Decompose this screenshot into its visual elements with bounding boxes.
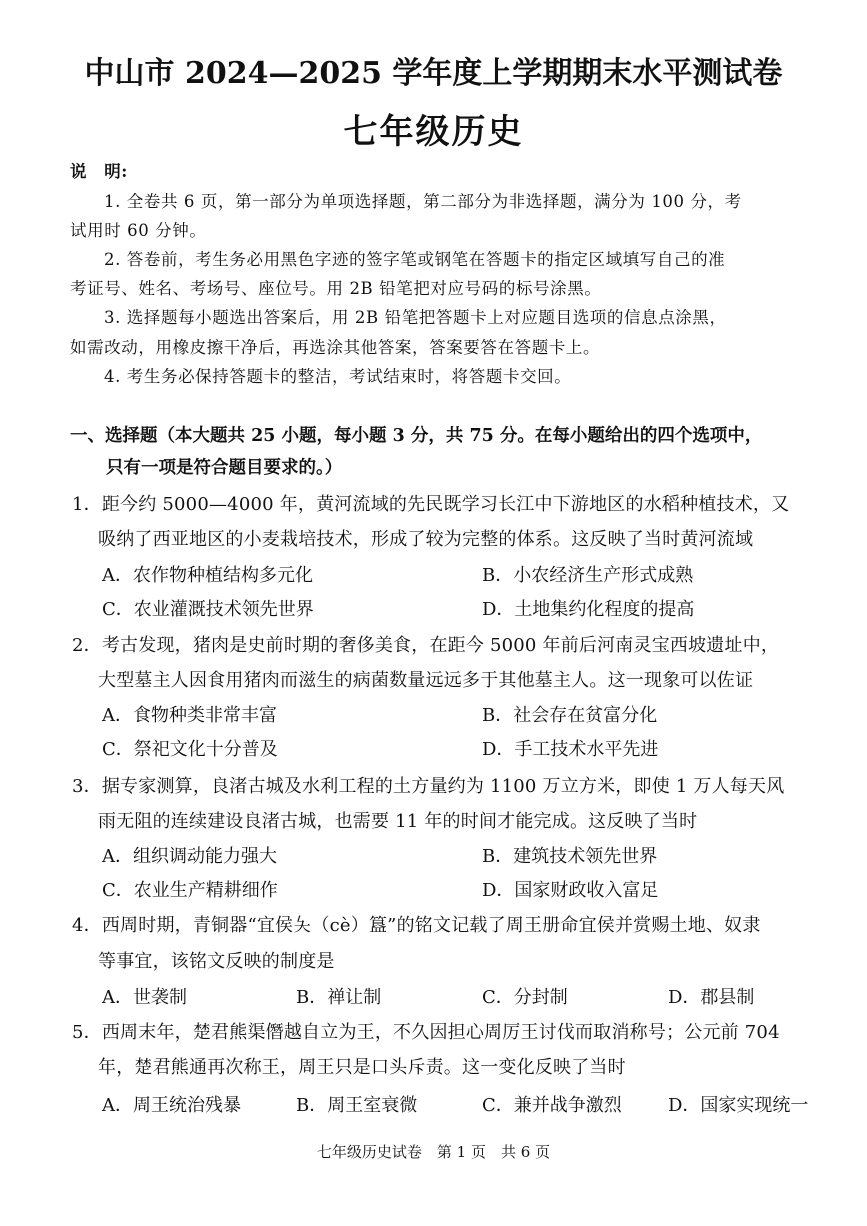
q3-option-b: B．建筑技术领先世界: [482, 846, 658, 867]
section-heading: 一、选择题（本大题共 25 小题，每小题 3 分，共 75 分。在每小题给出的四个选项中，: [70, 426, 763, 446]
q5-option-b: B．周王室衰微: [296, 1095, 418, 1116]
q2-option-a: A．食物种类非常丰富: [102, 705, 277, 726]
question-5-text: 5．西周末年，楚君熊渠僭越自立为王，不久因担心周厉王讨伐而取消称号；公元前 704: [72, 1022, 780, 1043]
question-2-text: 2．考古发现，猪肉是史前时期的奢侈美食，在距今 5000 年前后河南灵宝西坡遗址中，: [72, 635, 780, 656]
q2-option-d: D．手工技术水平先进: [482, 739, 659, 760]
exam-title: 中山市 2024—2025 学年度上学期期末水平测试卷: [84, 56, 783, 91]
question-5-text-cont: 年，楚君熊通再次称王，周王只是口头斥责。这一变化反映了当时: [98, 1057, 626, 1078]
instruction-line: 2. 答卷前，考生务必用黑色字迹的签字笔或钢笔在答题卡的指定区域填写自己的准: [104, 250, 726, 269]
instruction-line: 试用时 60 分钟。: [70, 221, 207, 240]
question-4-text: 4．西周时期，青铜器“宜侯夨（cè）簋”的铭文记载了周王册命宜侯并赏赐土地、奴隶: [72, 915, 761, 936]
instruction-line: 1. 全卷共 6 页，第一部分为单项选择题，第二部分为非选择题，满分为 100 分，考: [104, 192, 742, 211]
q1-option-a: A．农作物种植结构多元化: [102, 565, 313, 586]
q5-option-d: D．国家实现统一: [668, 1095, 809, 1116]
instruction-line: 考证号、姓名、考场号、座位号。用 2B 铅笔把对应号码的标号涂黑。: [70, 279, 602, 298]
question-3-text-cont: 雨无阻的连续建设良渚古城，也需要 11 年的时间才能完成。这反映了当时: [98, 811, 698, 832]
question-2-text-cont: 大型墓主人因食用猪肉而滋生的病菌数量远远多于其他墓主人。这一现象可以佐证: [98, 670, 754, 691]
question-4-text-cont: 等事宜，该铭文反映的制度是: [98, 951, 335, 972]
q4-option-b: B．禅让制: [296, 987, 382, 1008]
question-1-text-cont: 吸纳了西亚地区的小麦栽培技术，形成了较为完整的体系。这反映了当时黄河流域: [98, 529, 754, 550]
instruction-line: 3. 选择题每小题选出答案后，用 2B 铅笔把答题卡上对应题目选项的信息点涂黑，: [104, 308, 727, 327]
exam-subject: 七年级历史: [343, 112, 524, 152]
q3-option-d: D．国家财政收入富足: [482, 880, 659, 901]
q5-option-a: A．周王统治残暴: [102, 1095, 241, 1116]
question-3-text: 3．据专家测算，良渚古城及水利工程的土方量约为 1100 万立方米，即使 1 万人每天风: [72, 776, 785, 797]
q1-option-c: C．农业灌溉技术领先世界: [102, 599, 314, 620]
q4-option-d: D．郡县制: [668, 987, 755, 1008]
instruction-line: 如需改动，用橡皮擦干净后，再选涂其他答案，答案要答在答题卡上。: [70, 338, 601, 357]
q2-option-b: B．社会存在贫富分化: [482, 705, 658, 726]
q1-option-b: B．小农经济生产形式成熟: [482, 565, 694, 586]
q2-option-c: C．祭祀文化十分普及: [102, 739, 278, 760]
q3-option-c: C．农业生产精耕细作: [102, 880, 278, 901]
q4-option-c: C．分封制: [482, 987, 568, 1008]
page-footer: 七年级历史试卷 第 1 页 共 6 页: [316, 1143, 551, 1161]
q3-option-a: A．组织调动能力强大: [102, 846, 277, 867]
instruction-line: 4. 考生务必保持答题卡的整洁，考试结束时，将答题卡交回。: [104, 367, 572, 386]
q1-option-d: D．土地集约化程度的提高: [482, 599, 695, 620]
q5-option-c: C．兼并战争激烈: [482, 1095, 622, 1116]
instructions-heading: 说 明:: [70, 162, 128, 181]
section-heading-cont: 只有一项是符合题目要求的。）: [106, 458, 343, 478]
q4-option-a: A．世袭制: [102, 987, 187, 1008]
question-1-text: 1．距今约 5000—4000 年，黄河流域的先民既学习长江中下游地区的水稻种植技术，又: [72, 494, 790, 515]
